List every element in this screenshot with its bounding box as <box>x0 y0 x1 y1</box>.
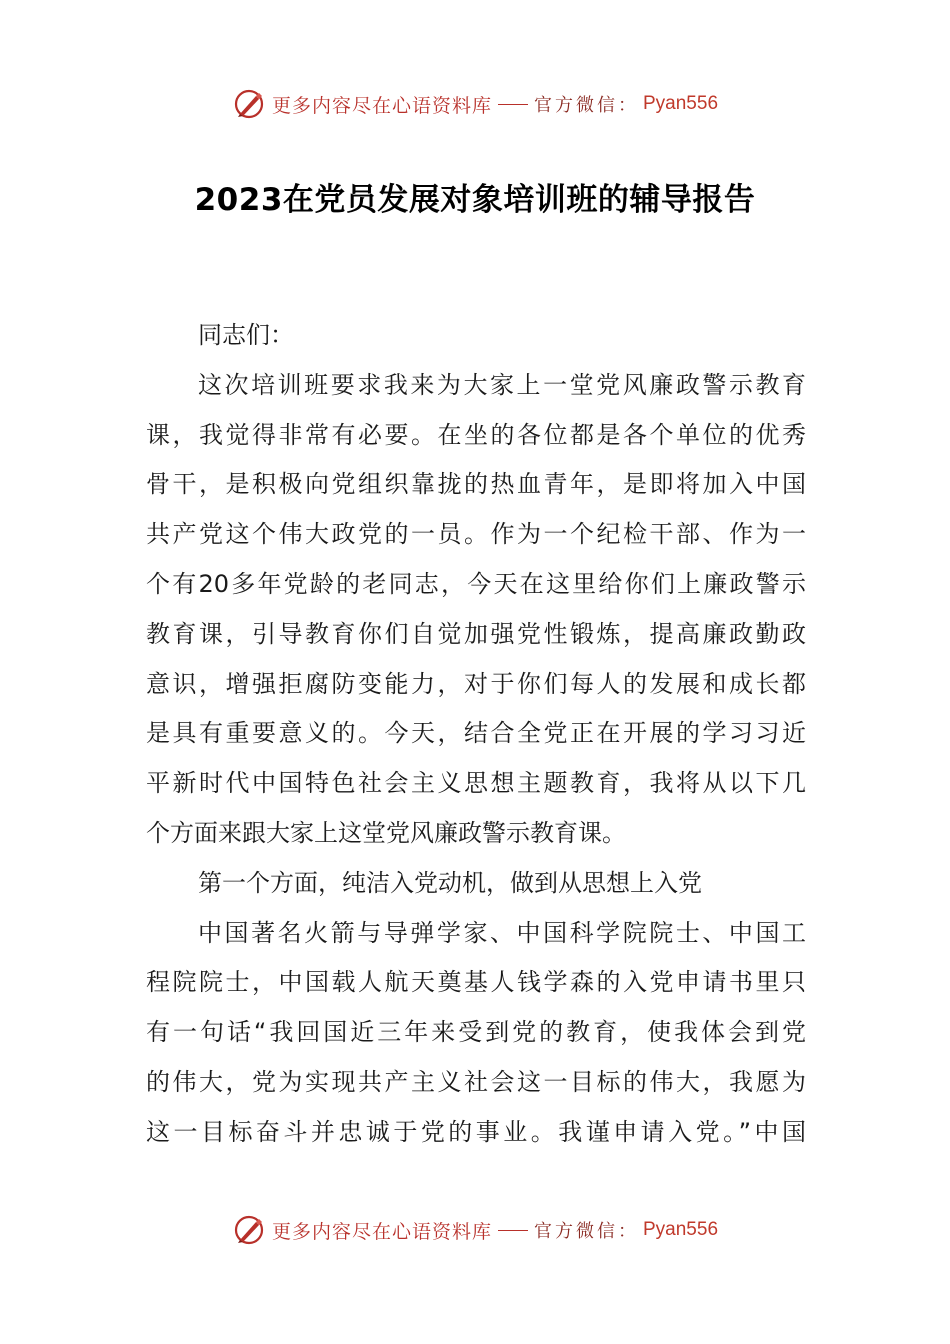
body-line: 有一句话“我回国近三年来受到党的教育，使我体会到党 <box>146 1018 806 1047</box>
body-line: 平新时代中国特色社会主义思想主题教育，我将从以下几 <box>146 769 806 798</box>
banner-wechat-label: 官方微信： <box>534 95 639 116</box>
body-line: 个方面来跟大家上这堂党风廉政警示教育课。 <box>146 818 626 847</box>
body-line: 这一目标奋斗并忠诚于党的事业。我谨申请入党。”中国 <box>146 1117 806 1146</box>
banner-wechat-id: Pyan556 <box>643 1219 719 1240</box>
document-body <box>146 311 806 1158</box>
body-line: 个有20多年党龄的老同志，今天在这里给你们上廉政警示 <box>146 569 806 598</box>
body-line: 同志们： <box>198 321 294 349</box>
document-title: 2023在党员发展对象培训班的辅导报告 <box>194 182 756 218</box>
body-line: 的伟大，党为实现共产主义社会这一目标的伟大，我愿为 <box>146 1067 806 1096</box>
body-line: 意识，增强拒腐防变能力，对于你们每人的发展和成长都 <box>146 669 806 698</box>
body-line: 程院院士，中国载人航天奠基人钱学森的入党申请书里只 <box>146 968 806 997</box>
banner-divider <box>498 104 528 105</box>
body-line: 中国著名火箭与导弹学家、中国科学院院士、中国工 <box>198 918 806 947</box>
pen-logo-icon <box>232 1213 266 1247</box>
header-banner <box>0 86 950 122</box>
banner-brand-text: 更多内容尽在心语资料库 <box>271 1220 492 1243</box>
banner-divider <box>498 1230 528 1231</box>
banner-brand-text: 更多内容尽在心语资料库 <box>271 94 492 117</box>
banner-wechat-id: Pyan556 <box>643 93 719 114</box>
footer-banner <box>0 1212 950 1248</box>
body-line: 骨干，是积极向党组织靠拢的热血青年，是即将加入中国 <box>146 470 806 499</box>
pen-logo-icon <box>232 87 266 121</box>
body-line: 共产党这个伟大政党的一员。作为一个纪检干部、作为一 <box>146 520 806 549</box>
body-line: 这次培训班要求我来为大家上一堂党风廉政警示教育 <box>198 370 806 399</box>
banner-wechat-label: 官方微信： <box>534 1221 639 1242</box>
section-heading: 第一个方面，纯洁入党动机，做到从思想上入党 <box>198 868 702 897</box>
body-line: 教育课，引导教育你们自觉加强党性锻炼，提高廉政勤政 <box>146 619 806 648</box>
body-line: 是具有重要意义的。今天，结合全党正在开展的学习习近 <box>146 719 806 748</box>
body-line: 课，我觉得非常有必要。在坐的各位都是各个单位的优秀 <box>146 420 806 449</box>
